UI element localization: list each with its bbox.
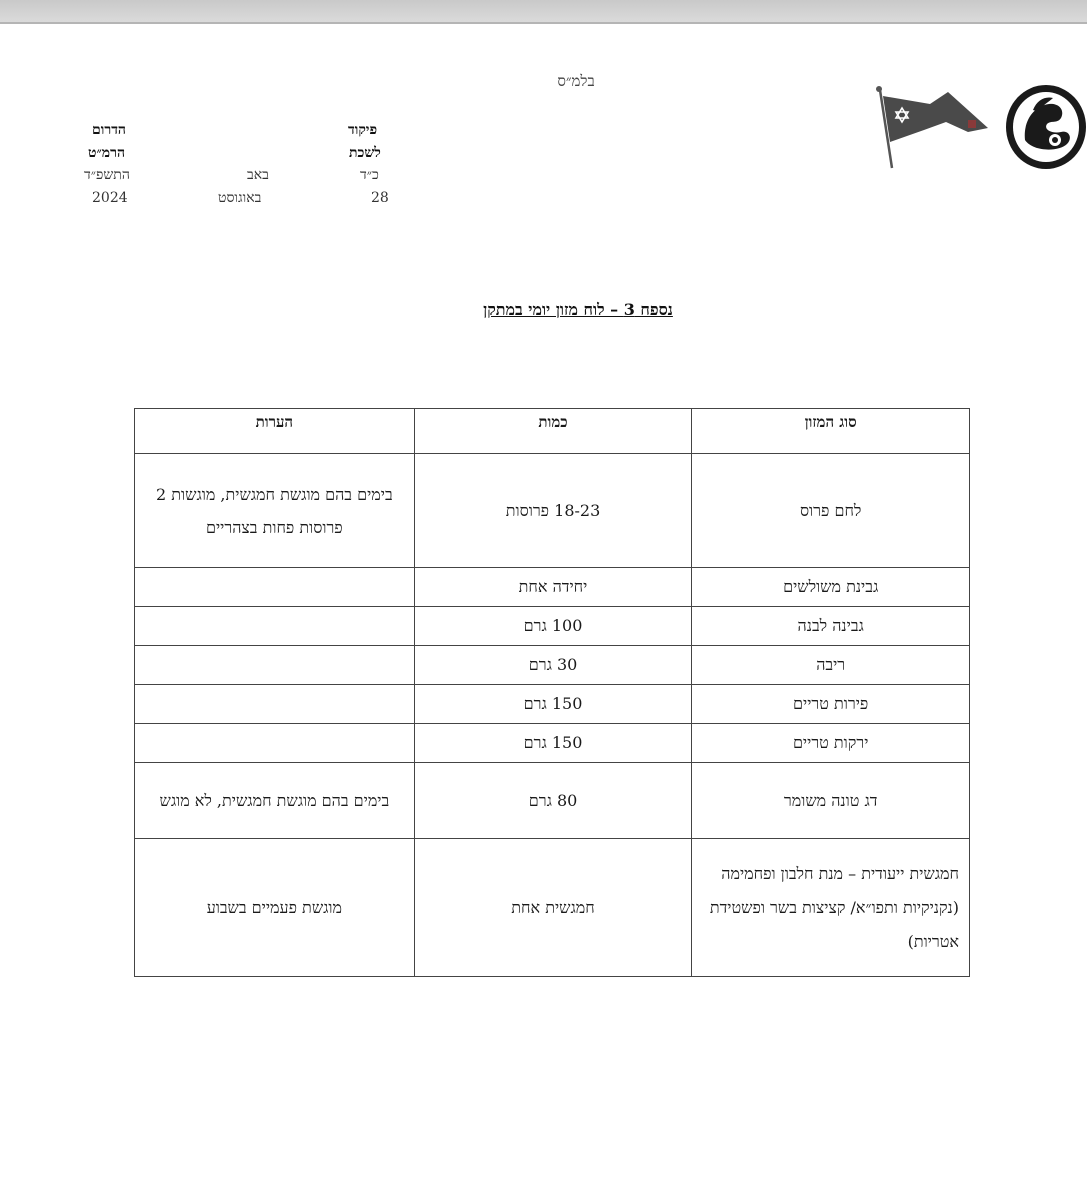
header-left-line4: 2024 bbox=[92, 190, 128, 206]
cell-notes bbox=[135, 685, 415, 724]
cell-food-type: ירקות טריים bbox=[692, 724, 970, 763]
column-header-notes: הערות bbox=[135, 409, 415, 454]
table-row bbox=[135, 607, 970, 646]
flag-logo bbox=[868, 84, 994, 170]
table-header-row bbox=[135, 409, 970, 454]
header-middle-line3: באב bbox=[247, 167, 269, 183]
cell-quantity: 150 גרם bbox=[414, 724, 692, 763]
cell-quantity: 80 גרם bbox=[414, 763, 692, 839]
cell-notes bbox=[135, 568, 415, 607]
table-row bbox=[135, 763, 970, 839]
cell-food-type: דג טונה משומר bbox=[692, 763, 970, 839]
table-row bbox=[135, 685, 970, 724]
cell-notes bbox=[135, 724, 415, 763]
cell-notes bbox=[135, 607, 415, 646]
column-header-quantity: כמות bbox=[414, 409, 692, 454]
table-row bbox=[135, 568, 970, 607]
cell-notes: בימים בהם מוגשת חמגשית, לא מוגש bbox=[135, 763, 415, 839]
window-top-bar bbox=[0, 0, 1087, 24]
document-title: נספח 3 – לוח מזון יומי במתקן bbox=[483, 300, 673, 319]
cell-food-type: חמגשית ייעודית – מנת חלבון ופחמימה (נקניקיות ותפו״א/ קציצות בשר ופשטידת אטריות) bbox=[692, 839, 970, 977]
cell-food-type: גבינה לבנה bbox=[692, 607, 970, 646]
header-middle-line4: באוגוסט bbox=[218, 190, 262, 206]
daily-food-table bbox=[134, 408, 970, 977]
header-right-line3: כ״ד bbox=[360, 167, 379, 183]
table-row bbox=[135, 724, 970, 763]
cell-food-type: ריבה bbox=[692, 646, 970, 685]
cell-quantity: 30 גרם bbox=[414, 646, 692, 685]
header-left-line3: התשפ״ד bbox=[84, 167, 130, 183]
header-right-line4: 28 bbox=[371, 190, 389, 206]
cell-quantity: 18-23 פרוסות bbox=[414, 454, 692, 568]
cell-notes: מוגשת פעמיים בשבוע bbox=[135, 839, 415, 977]
header-left-line2: הרמ״ט bbox=[88, 145, 126, 161]
header-left-line1: הדרום bbox=[92, 122, 126, 138]
cell-notes bbox=[135, 646, 415, 685]
column-header-food-type: סוג המזון bbox=[692, 409, 970, 454]
unit-badge-logo bbox=[1003, 82, 1087, 172]
cell-food-type: לחם פרוס bbox=[692, 454, 970, 568]
header-right-line1: פיקוד bbox=[348, 122, 378, 138]
cell-food-type: פירות טריים bbox=[692, 685, 970, 724]
cell-quantity: 150 גרם bbox=[414, 685, 692, 724]
cell-notes: בימים בהם מוגשת חמגשית, מוגשות 2 פרוסות פחות בצהריים bbox=[135, 454, 415, 568]
cell-quantity: יחידה אחת bbox=[414, 568, 692, 607]
cell-quantity: חמגשית אחת bbox=[414, 839, 692, 977]
table-row bbox=[135, 454, 970, 568]
classification-label: בלמ״ס bbox=[557, 72, 595, 90]
cell-quantity: 100 גרם bbox=[414, 607, 692, 646]
table-row bbox=[135, 839, 970, 977]
header-right-line2: לשכת bbox=[349, 145, 381, 161]
cell-food-type: גבינת משולשים bbox=[692, 568, 970, 607]
table-row bbox=[135, 646, 970, 685]
